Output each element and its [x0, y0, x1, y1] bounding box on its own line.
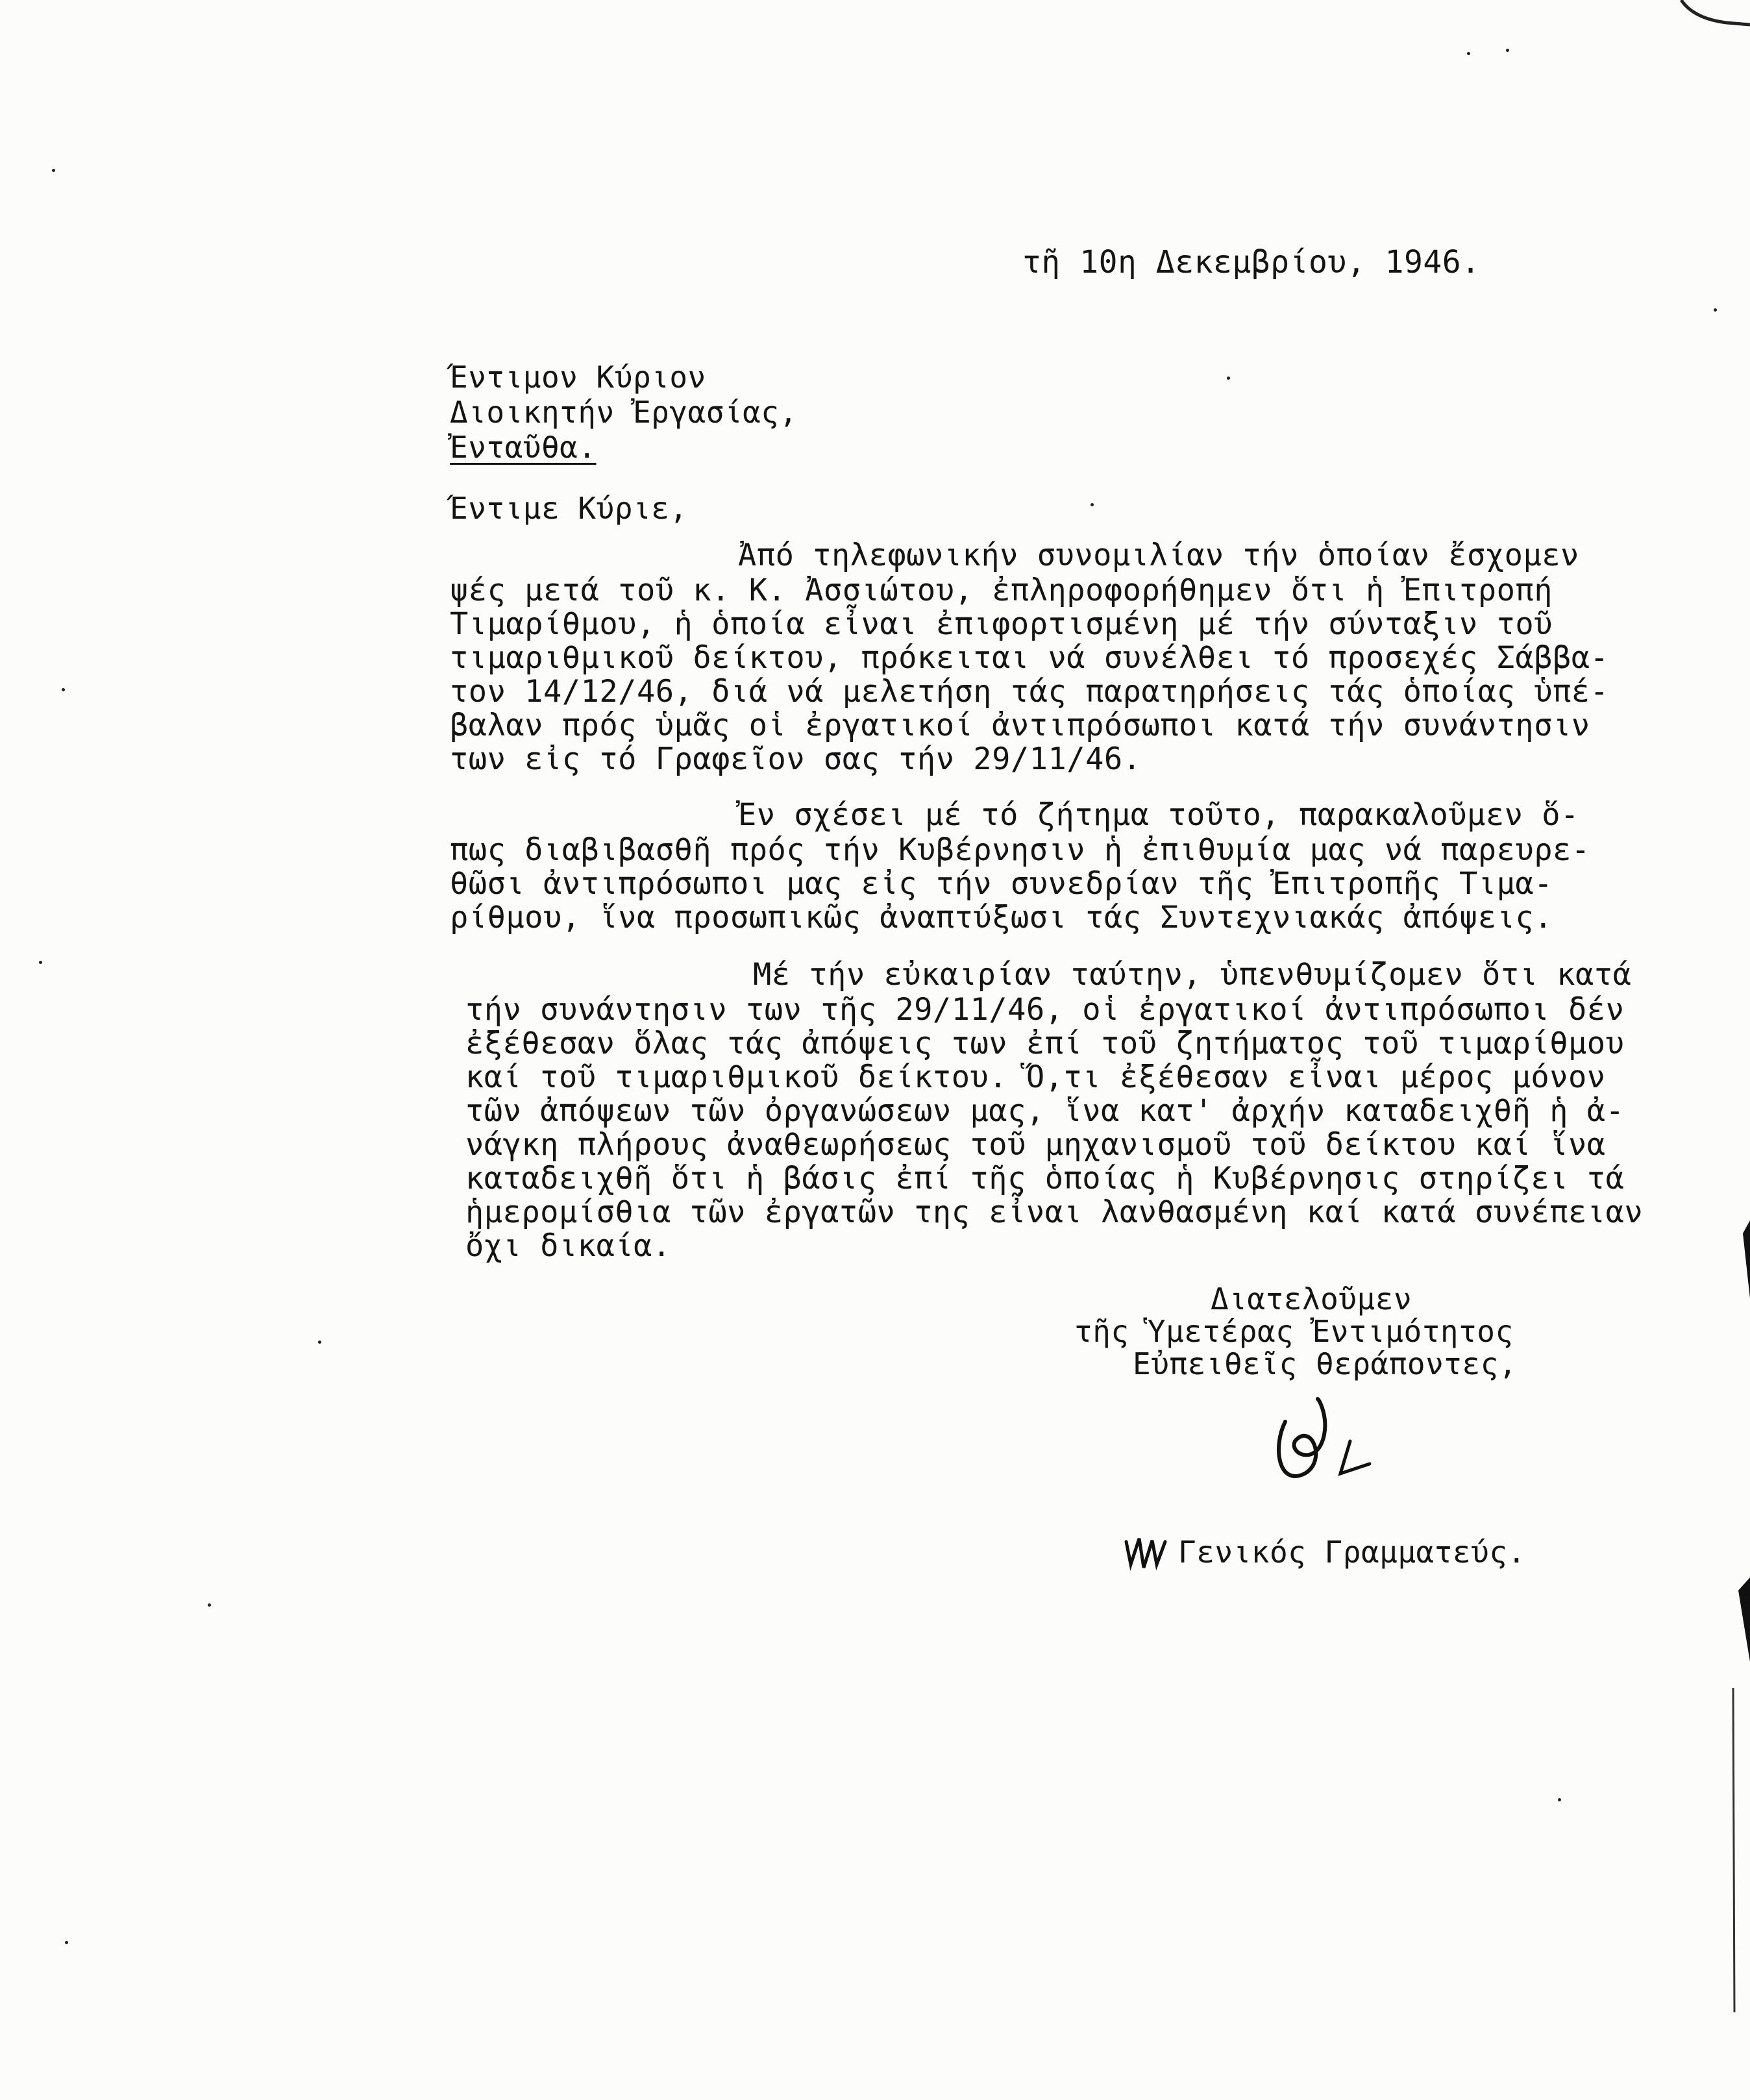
paragraph-3-line: καί τοῦ τιμαριθμικοῦ δείκτου. Ὅ,τι ἐξέθεσαν εἶναι μέρος μόνον — [465, 1059, 1606, 1095]
paragraph-1-line: ψές μετά τοῦ κ. Κ. Ἀσσιώτου, ἐπληροφορήθημεν ὅτι ἡ Ἐπιτροπή — [450, 573, 1553, 608]
paragraph-3-line: τήν συνάντησιν των τῆς 29/11/46, οἱ ἐργατικοί ἀντιπρόσωποι δέν — [465, 992, 1625, 1028]
paragraph-3-line: ἡμερομίσθια τῶν ἐργατῶν της εἶναι λανθασμένη καί κατά συνέπειαν — [465, 1194, 1644, 1230]
paragraph-1-line: βαλαν πρός ὑμᾶς οἱ ἐργατικοί ἀντιπρόσωποι κατά τήν συνάντησιν — [450, 708, 1590, 743]
closing-line-3: Εὐπειθεῖς θεράποντες, — [1133, 1346, 1518, 1381]
scan-speck — [1467, 52, 1470, 55]
scan-speck — [1506, 49, 1509, 52]
paragraph-2-line: θῶσι ἀντιπρόσωποι μας εἰς τήν συνεδρίαν τῆς Ἐπιτροπῆς Τιμα- — [450, 866, 1553, 902]
paragraph-2-line: ρίθμου, ἵνα προσωπικῶς ἀναπτύξωσι τάς Συντεχνιακάς ἀπόψεις. — [450, 900, 1553, 935]
scan-speck — [1091, 503, 1094, 506]
scan-speck — [39, 961, 42, 964]
paragraph-1-line: τιμαριθμικοῦ δείκτου, πρόκειται νά συνέλθει τό προσεχές Σάββα- — [450, 640, 1609, 676]
paragraph-3-line: ἐξέθεσαν ὅλας τάς ἀπόψεις των ἐπί τοῦ ζητήματος τοῦ τιμαρίθμου — [465, 1026, 1625, 1061]
handwritten-pp-mark — [1123, 1529, 1181, 1574]
scan-speck — [62, 688, 65, 691]
paragraph-3-line: τῶν ἀπόψεων τῶν ὀργανώσεων μας, ἵνα κατ' ἀρχήν καταδειχθῆ ἡ ἀ- — [465, 1093, 1625, 1129]
paragraph-2-line: Ἐν σχέσει μέ τό ζήτημα τοῦτο, παρακαλοῦμεν ὅ- — [738, 797, 1579, 833]
paragraph-2-line: πως διαβιβασθῆ πρός τήν Κυβέρνησιν ἡ ἐπιθυμία μας νά παρευρε- — [450, 832, 1590, 868]
paragraph-3-line: Μέ τήν εὐκαιρίαν ταύτην, ὑπενθυμίζομεν ὅτι κατά — [753, 957, 1632, 993]
salutation: Έντιμε Κύριε, — [450, 491, 688, 526]
scan-speck — [1227, 377, 1230, 380]
closing-line-1: Διατελοῦμεν — [1211, 1281, 1412, 1316]
closing-line-2: τῆς Ὑμετέρας Ἐντιμότητος — [1074, 1314, 1514, 1349]
scan-speck — [208, 1603, 211, 1607]
paragraph-1-line: τον 14/12/46, διά νά μελετήση τάς παρατηρήσεις τάς ὁποίας ὑπέ- — [450, 674, 1609, 710]
scan-speck — [318, 1340, 321, 1344]
paragraph-1-line: Ἀπό τηλεφωνικήν συνομιλίαν τήν ὁποίαν ἔσχομεν — [738, 537, 1579, 573]
paragraph-3-line: ὄχι δικαία. — [465, 1228, 671, 1264]
paragraph-3-line: νάγκη πλήρους ἀναθεωρήσεως τοῦ μηχανισμοῦ τοῦ δείκτου καί ἵνα — [465, 1127, 1606, 1163]
scan-speck — [65, 1941, 68, 1944]
recipient-line-3: Ἐνταῦθα. — [450, 430, 597, 465]
scan-speck — [52, 169, 55, 172]
signatory-title: Γενικός Γραμματεύς. — [1178, 1535, 1526, 1570]
handwritten-signature — [1266, 1396, 1396, 1500]
paragraph-1-line: Τιμαρίθμου, ἡ ὁποία εἶναι ἐπιφορτισμένη μέ τήν σύνταξιν τοῦ — [450, 606, 1553, 642]
paragraph-3-line: καταδειχθῆ ὅτι ἡ βάσις ἐπί τῆς ὁποίας ἡ Κυβέρνησις στηρίζει τά — [465, 1161, 1625, 1196]
scan-speck — [1714, 308, 1717, 312]
letter-date: τῆ 10η Δεκεμβρίου, 1946. — [1022, 244, 1481, 280]
recipient-line-2: Διοικητήν Ἐργασίας, — [450, 395, 798, 430]
scan-edge-marks — [1675, 0, 1750, 2100]
recipient-line-1: Έντιμον Κύριον — [450, 360, 706, 395]
paragraph-1-line: των εἰς τό Γραφεῖον σας τήν 29/11/46. — [450, 741, 1142, 777]
scan-speck — [1558, 1798, 1561, 1801]
